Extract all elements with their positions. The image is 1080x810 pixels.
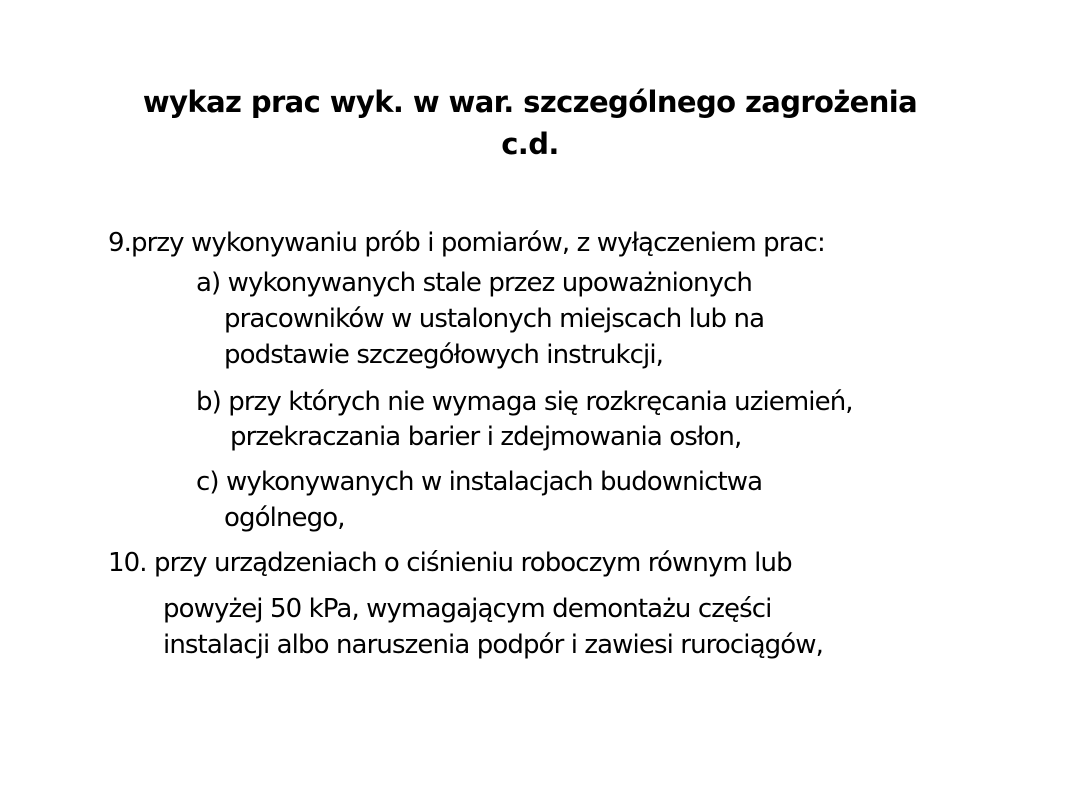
sub-item-a-line-3: podstawie szczegółowych instrukcji,	[224, 340, 664, 370]
sub-item-c-line-2: ogólnego,	[224, 503, 345, 533]
sub-item-b-line-1: b) przy których nie wymaga się rozkręcania uziemień,	[196, 387, 853, 417]
sub-item-c-line-1: c) wykonywanych w instalacjach budownictwa	[196, 467, 763, 497]
sub-item-a-line-2: pracowników w ustalonych miejscach lub na	[224, 304, 765, 334]
sub-item-a-line-1: a) wykonywanych stale przez upoważnionych	[196, 268, 752, 298]
list-item-10-continuation-1: powyżej 50 kPa, wymagającym demontażu części	[163, 594, 772, 624]
slide-title-line-1: wykaz prac wyk. w war. szczególnego zagrożenia	[142, 85, 918, 119]
list-item-9-number: 9.	[108, 228, 132, 258]
list-item-10-number: 10.	[108, 548, 147, 578]
list-item-10-continuation-2: instalacji albo naruszenia podpór i zawiesi rurociągów,	[163, 630, 823, 660]
slide-title-line-2: c.d.	[501, 127, 559, 161]
sub-item-b-line-2: przekraczania barier i zdejmowania osłon,	[230, 422, 742, 452]
list-item-10	[108, 546, 792, 580]
list-item-10-text: przy urządzeniach o ciśnieniu roboczym równym lub	[154, 548, 792, 578]
list-item-9	[108, 226, 825, 260]
list-item-9-text: przy wykonywaniu prób i pomiarów, z wyłączeniem prac:	[131, 228, 825, 258]
